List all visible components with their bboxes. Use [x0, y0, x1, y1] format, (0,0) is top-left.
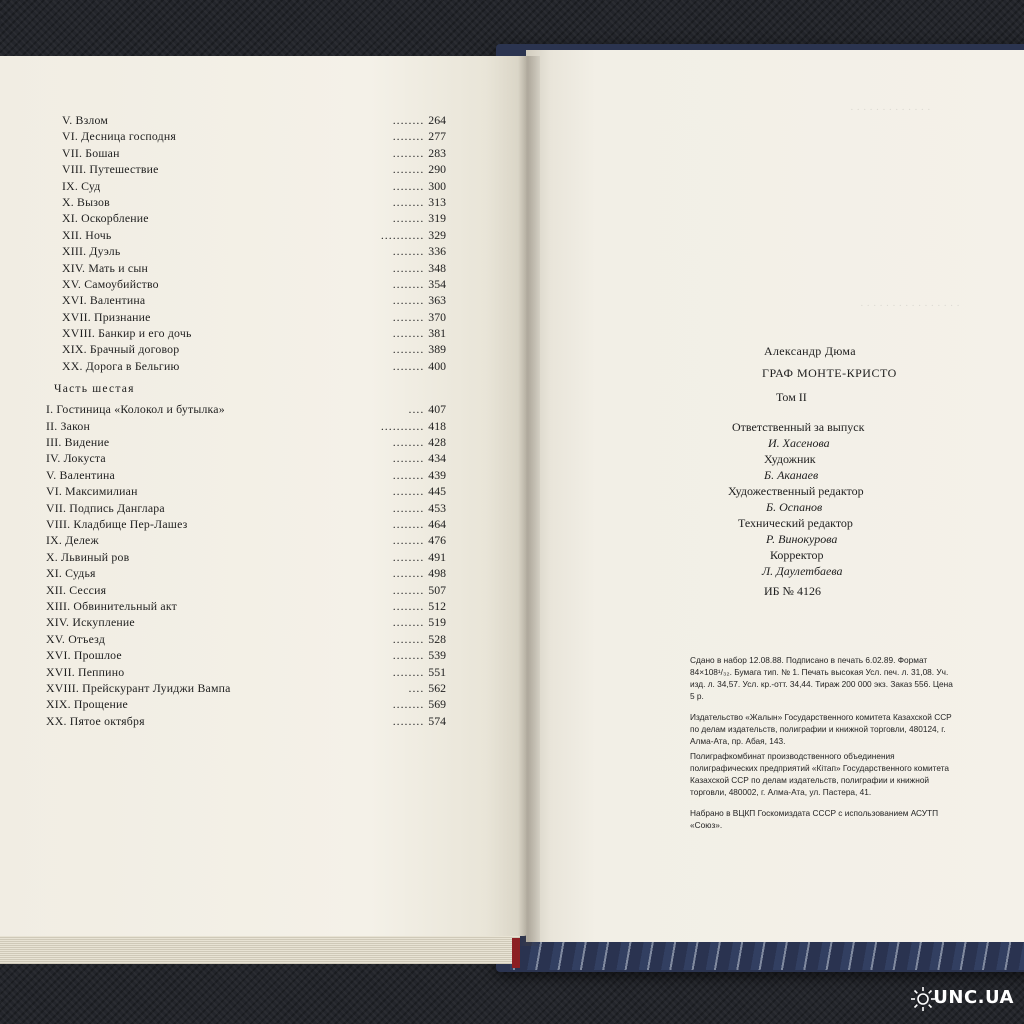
credit-role: Художественный редактор: [728, 484, 864, 498]
toc-leader-dots: ...........: [380, 227, 425, 242]
toc-leader-dots: ........: [392, 566, 425, 581]
toc-entry-page-group: [393, 260, 446, 276]
toc-entry: [46, 341, 446, 357]
toc-entry-title: X. Вызов: [62, 194, 110, 209]
toc-entry-title: XII. Сессия: [46, 582, 107, 597]
toc-entry: [46, 401, 446, 417]
toc-entry-title: IV. Локуста: [46, 451, 106, 466]
toc-entry-page-group: [393, 467, 446, 483]
toc-entry: [46, 145, 446, 161]
toc-entry: [46, 309, 446, 325]
toc-entry: [46, 680, 446, 696]
toc-entry: [46, 325, 446, 341]
toc-entry: [46, 112, 446, 128]
toc-leader-dots: ........: [392, 145, 425, 160]
toc-leader-dots: ........: [392, 276, 425, 291]
credit-role: Художник: [764, 452, 816, 466]
toc-page-number: 439: [428, 467, 446, 482]
toc-entry: [46, 614, 446, 630]
book-title: ГРАФ МОНТЕ-КРИСТО: [762, 366, 897, 380]
toc-page-number: 428: [428, 435, 446, 450]
sunburst-logo-icon: [910, 986, 936, 1012]
toc-entry: [46, 582, 446, 598]
toc-entry-page-group: [393, 631, 446, 647]
toc-page-number: 512: [428, 598, 446, 613]
toc-page-number: 464: [428, 516, 446, 531]
toc-leader-dots: ........: [392, 129, 425, 144]
credit-name: Б. Аканаев: [764, 468, 819, 482]
toc-page-number: 370: [428, 309, 446, 324]
toc-page-number: 381: [428, 326, 446, 341]
toc-section-part-six: [46, 401, 446, 729]
toc-leader-dots: ........: [392, 713, 425, 728]
toc-leader-dots: ........: [392, 484, 425, 499]
toc-entry-title: IX. Дележ: [46, 533, 99, 548]
toc-leader-dots: ........: [392, 533, 425, 548]
book-gutter: [518, 56, 540, 946]
toc-page-number: 491: [428, 549, 446, 564]
toc-entry-page-group: [409, 680, 447, 696]
toc-entry-page-group: [393, 532, 446, 548]
toc-entry-page-group: [393, 582, 446, 598]
toc-entry-title: V. Взлом: [62, 113, 109, 127]
toc-entry-page-group: [393, 358, 446, 374]
toc-leader-dots: ........: [392, 194, 425, 209]
toc-leader-dots: ....: [408, 402, 425, 417]
toc-page-number: 389: [428, 342, 446, 357]
toc-page-number: 476: [428, 533, 446, 548]
toc-page-number: 329: [428, 227, 446, 242]
toc-entry: [46, 194, 446, 210]
ib-number: ИБ № 4126: [764, 584, 822, 598]
toc-entry: [46, 532, 446, 548]
toc-entry: [46, 631, 446, 647]
toc-entry: [46, 647, 446, 663]
toc-entry-page-group: [393, 325, 446, 341]
toc-entry-page-group: [393, 128, 446, 144]
table-of-contents: [46, 112, 446, 729]
toc-page-number: 434: [428, 451, 446, 466]
toc-entry-title: VII. Подпись Данглара: [46, 500, 165, 515]
toc-page-number: 264: [428, 113, 446, 127]
toc-page-number: 300: [428, 178, 446, 193]
toc-entry: [46, 276, 446, 292]
toc-leader-dots: ........: [392, 113, 425, 127]
toc-entry-page-group: [393, 598, 446, 614]
credit-role: Технический редактор: [738, 516, 853, 530]
toc-leader-dots: ........: [392, 697, 425, 712]
toc-entry-page-group: [393, 309, 446, 325]
toc-entry-title: I. Гостиница «Колокол и бутылка»: [46, 402, 225, 417]
toc-leader-dots: ........: [392, 293, 425, 308]
toc-leader-dots: ...........: [380, 418, 425, 433]
toc-entry-page-group: [393, 696, 446, 712]
toc-leader-dots: ........: [392, 435, 425, 450]
toc-entry-title: XIII. Дуэль: [62, 244, 121, 259]
toc-entry: [46, 450, 446, 466]
toc-entry-page-group: [393, 194, 446, 210]
toc-entry-page-group: [393, 500, 446, 516]
toc-entry-page-group: [393, 161, 446, 177]
toc-entry-page-group: [393, 145, 446, 161]
toc-leader-dots: ........: [392, 516, 425, 531]
toc-page-number: 400: [428, 358, 446, 373]
toc-entry-page-group: [393, 516, 446, 532]
typesetting-info: Набрано в ВЦКП Госкомиздата СССР с использованием АСУТП «Союз».: [690, 808, 939, 830]
toc-page-number: 363: [428, 293, 446, 308]
toc-entry: [46, 664, 446, 680]
toc-leader-dots: ........: [392, 598, 425, 613]
toc-leader-dots: ........: [392, 162, 425, 177]
toc-entry-page-group: [393, 243, 446, 259]
toc-entry: [46, 128, 446, 144]
toc-entry-title: XI. Судья: [46, 566, 96, 581]
toc-entry: [46, 260, 446, 276]
imprint-block: [690, 654, 958, 840]
toc-entry: [46, 418, 446, 434]
toc-entry-title: XIX. Брачный договор: [62, 342, 180, 357]
toc-entry-title: X. Львиный ров: [46, 549, 130, 564]
toc-entry-title: XV. Самоубийство: [62, 276, 159, 291]
toc-entry-title: XVII. Признание: [62, 309, 151, 324]
toc-entry-title: VII. Бошан: [62, 145, 120, 160]
toc-entry-title: IX. Суд: [62, 178, 101, 193]
toc-page-number: 313: [428, 194, 446, 209]
credit-name: И. Хасенова: [768, 436, 830, 450]
toc-leader-dots: ....: [408, 680, 425, 695]
toc-entry: [46, 292, 446, 308]
toc-entry-title: VIII. Путешествие: [62, 162, 159, 177]
toc-leader-dots: ........: [392, 326, 425, 341]
toc-leader-dots: ........: [392, 358, 425, 373]
toc-entry: [46, 227, 446, 243]
toc-leader-dots: ........: [392, 500, 425, 515]
toc-leader-dots: ........: [392, 244, 425, 259]
toc-entry-page-group: [393, 647, 446, 663]
toc-entry: [46, 358, 446, 374]
toc-entry-title: XI. Оскорбление: [62, 211, 149, 226]
toc-entry-title: XVIII. Банкир и его дочь: [62, 326, 192, 341]
toc-entry-page-group: [393, 483, 446, 499]
toc-leader-dots: ........: [392, 211, 425, 226]
print-details: Сдано в набор 12.08.88. Подписано в печать 6.02.89. Формат 84×108¹/₃₂. Бумага тип. № 1. Печать высокая Усл. печ. л. 31,08. Уч. изд. л. 34,57. Усл. кр.-отт. 34,44. Тираж 200 000 экз. Заказ 556. Цена 5 р.: [690, 655, 953, 701]
toc-entry-page-group: [393, 276, 446, 292]
cover-edge-pattern: [510, 940, 1024, 970]
book-author: Александр Дюма: [764, 344, 856, 358]
watermark-text: UNC.UA: [933, 987, 1014, 1008]
toc-entry-page-group: [393, 112, 446, 128]
toc-entry-title: XIV. Искупление: [46, 615, 135, 630]
toc-entry: [46, 516, 446, 532]
toc-leader-dots: ........: [392, 309, 425, 324]
toc-entry-page-group: [381, 227, 446, 243]
toc-leader-dots: ........: [392, 631, 425, 646]
toc-entry-title: II. Закон: [46, 418, 91, 433]
toc-entry: [46, 565, 446, 581]
toc-entry-page-group: [393, 341, 446, 357]
toc-entry-title: XVIII. Прейскурант Луиджи Вампа: [46, 680, 231, 695]
toc-entry-title: XX. Дорога в Бельгию: [62, 358, 180, 373]
toc-section-continued: [46, 112, 446, 374]
credit-role: Корректор: [770, 548, 824, 562]
toc-leader-dots: ........: [392, 451, 425, 466]
show-through-text: · · · · · · · · · · · · · · · ·: [860, 300, 960, 312]
toc-page-number: 507: [428, 582, 446, 597]
toc-entry: [46, 598, 446, 614]
toc-entry-page-group: [393, 450, 446, 466]
show-through-text: · · · · · · · · · · · · ·: [850, 104, 931, 116]
toc-entry: [46, 178, 446, 194]
toc-entry-title: XX. Пятое октября: [46, 713, 145, 728]
toc-entry-page-group: [393, 614, 446, 630]
toc-entry-page-group: [409, 401, 447, 417]
toc-entry-page-group: [393, 434, 446, 450]
toc-page-number: 498: [428, 566, 446, 581]
toc-page-number: 407: [428, 402, 446, 417]
toc-entry-title: XV. Отъезд: [46, 631, 106, 646]
toc-page-number: 290: [428, 162, 446, 177]
toc-entry: [46, 243, 446, 259]
toc-entry-title: XVI. Прошлое: [46, 648, 122, 663]
book-volume: Том II: [776, 390, 807, 404]
toc-page-number: 418: [428, 418, 446, 433]
toc-page-number: 569: [428, 697, 446, 712]
toc-leader-dots: ........: [392, 648, 425, 663]
toc-entry: [46, 467, 446, 483]
toc-leader-dots: ........: [392, 549, 425, 564]
toc-entry: [46, 713, 446, 729]
toc-entry: [46, 483, 446, 499]
publisher-info: Издательство «Жалын» Государственного комитета Казахской ССР по делам издательств, полиграфии и книжной торговли, 480124, г. Алма-Ата, пр. Абая, 143.: [690, 712, 952, 746]
toc-entry-page-group: [393, 292, 446, 308]
credit-role: Ответственный за выпуск: [732, 420, 865, 434]
toc-entry-page-group: [393, 565, 446, 581]
printer-info: Полиграфкомбинат производственного объединения полиграфических предприятий «Кітап» Государственного комитета Казахской ССР по делам издательств, полиграфии и книжной торговли, 480002, г. Алма-Ата, ул. Пастера, 41.: [690, 751, 950, 797]
toc-page-number: 551: [428, 664, 446, 679]
credit-name: Р. Винокурова: [766, 532, 838, 546]
toc-entry-page-group: [393, 713, 446, 729]
toc-entry-page-group: [393, 549, 446, 565]
toc-page-number: 519: [428, 615, 446, 630]
bookmark-ribbon: [512, 938, 520, 968]
toc-entry: [46, 210, 446, 226]
toc-page-number: 453: [428, 500, 446, 515]
toc-page-number: 319: [428, 211, 446, 226]
toc-leader-dots: ........: [392, 467, 425, 482]
toc-entry: [46, 549, 446, 565]
toc-leader-dots: ........: [392, 664, 425, 679]
toc-entry-page-group: [393, 210, 446, 226]
toc-page-number: 283: [428, 145, 446, 160]
toc-page-number: 445: [428, 484, 446, 499]
credit-name: Б. Оспанов: [766, 500, 823, 514]
toc-leader-dots: ........: [392, 582, 425, 597]
toc-page-number: 539: [428, 648, 446, 663]
toc-entry-title: XIV. Мать и сын: [62, 260, 148, 275]
toc-entry-page-group: [393, 178, 446, 194]
part-heading: Часть шестая: [54, 382, 135, 396]
toc-entry-title: XIII. Обвинительный акт: [46, 598, 177, 613]
toc-entry-title: VIII. Кладбище Пер-Лашез: [46, 516, 188, 531]
toc-entry: [46, 434, 446, 450]
toc-page-number: 336: [428, 244, 446, 259]
toc-entry: [46, 500, 446, 516]
toc-entry-title: III. Видение: [46, 435, 110, 450]
toc-page-number: 574: [428, 713, 446, 728]
toc-leader-dots: ........: [392, 615, 425, 630]
toc-entry-title: XIX. Прощение: [46, 697, 128, 712]
toc-entry-title: V. Валентина: [46, 467, 115, 482]
toc-entry-title: VI. Максимилиан: [46, 484, 138, 499]
toc-entry-page-group: [393, 664, 446, 680]
credit-name: Л. Даулетбаева: [762, 564, 843, 578]
toc-leader-dots: ........: [392, 342, 425, 357]
toc-entry: [46, 696, 446, 712]
toc-leader-dots: ........: [392, 178, 425, 193]
toc-entry-title: XII. Ночь: [62, 227, 112, 242]
toc-entry-title: XVI. Валентина: [62, 293, 146, 308]
toc-entry-page-group: [381, 418, 446, 434]
toc-leader-dots: ........: [392, 260, 425, 275]
toc-page-number: 562: [428, 680, 446, 695]
toc-entry-title: XVII. Пеппино: [46, 664, 125, 679]
toc-page-number: 354: [428, 276, 446, 291]
toc-page-number: 528: [428, 631, 446, 646]
toc-page-number: 277: [428, 129, 446, 144]
toc-entry: [46, 161, 446, 177]
toc-entry-title: VI. Десница господня: [62, 129, 177, 144]
toc-page-number: 348: [428, 260, 446, 275]
